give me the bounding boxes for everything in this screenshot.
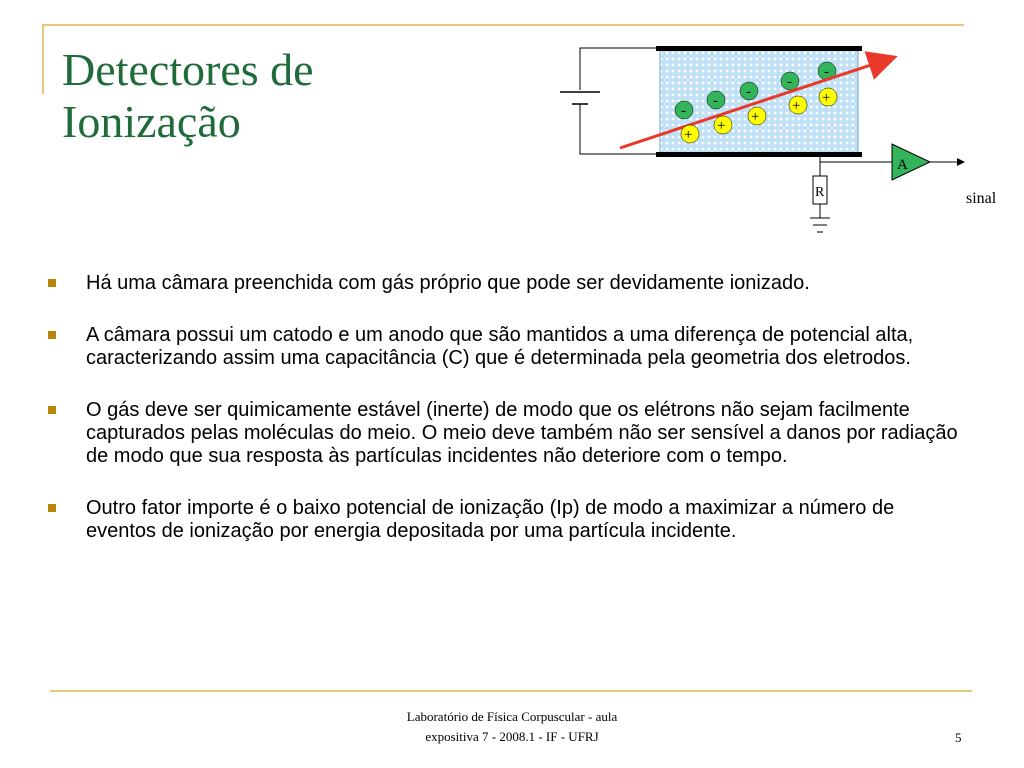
electron-charge	[740, 82, 758, 100]
ion-charge	[789, 96, 807, 114]
bullet-list	[48, 272, 968, 572]
cathode-plate	[656, 152, 862, 157]
anode-wire	[580, 48, 656, 90]
ionization-detector-diagram	[550, 38, 970, 248]
square-bullet-icon	[48, 406, 56, 414]
ion-charge	[748, 107, 766, 125]
svg-text:+: +	[717, 118, 726, 134]
svg-text:+: +	[684, 127, 693, 143]
top-rule	[42, 24, 964, 26]
square-bullet-icon	[48, 331, 56, 339]
bullet-text: Outro fator importe é o baixo potencial de ionização (Ip) de modo a maximizar a número de eventos de ionização por energia depositada por uma partícula incidente.	[86, 497, 895, 542]
svg-text:-: -	[746, 84, 751, 100]
title-line-1: Detectores de	[62, 44, 314, 95]
electron-charge	[675, 101, 693, 119]
svg-text:-: -	[713, 93, 718, 109]
svg-text:+: +	[792, 98, 801, 114]
ion-charge	[714, 116, 732, 134]
electron-charge	[781, 72, 799, 90]
cathode-wire	[580, 104, 656, 154]
resistor-label: R	[815, 185, 825, 200]
svg-text:-: -	[824, 64, 829, 80]
svg-text:-: -	[681, 103, 686, 119]
ion-charge	[681, 125, 699, 143]
ground-icon	[810, 218, 830, 232]
bullet-text: O gás deve ser quimicamente estável (inerte) de modo que os elétrons não sejam facilmente capturados pelas moléculas do meio. O meio deve também não ser sensível a danos por radiação de modo que sua resposta às partículas incidentes não deteriore com o tempo.	[86, 399, 958, 467]
footer-line-2: expositiva 7 - 2008.1 - IF - UFRJ	[425, 729, 599, 744]
bullet-text: A câmara possui um catodo e um anodo que são mantidos a uma diferença de potencial alta, caracterizando assim uma capacitância (C) que é determinada pela geometria dos eletrodos.	[86, 324, 914, 369]
amplifier-label: A	[897, 157, 908, 173]
bullet-item	[48, 324, 968, 370]
square-bullet-icon	[48, 279, 56, 287]
bullet-text: Há uma câmara preenchida com gás próprio que pode ser devidamente ionizado.	[86, 272, 810, 294]
bullet-item	[48, 497, 968, 543]
footer-rule	[50, 690, 972, 692]
slide-title	[62, 44, 314, 148]
title-line-2: Ionização	[62, 96, 241, 147]
ion-charge	[819, 88, 837, 106]
bullet-item	[48, 399, 968, 468]
svg-text:+: +	[751, 109, 760, 125]
signal-label: sinal	[966, 190, 997, 207]
electron-charge	[707, 91, 725, 109]
anode-plate	[656, 46, 862, 51]
square-bullet-icon	[48, 504, 56, 512]
bullet-item	[48, 272, 968, 295]
footer-text	[362, 707, 662, 747]
svg-text:+: +	[822, 90, 831, 106]
footer-line-1: Laboratório de Física Corpuscular - aula	[406, 709, 618, 724]
svg-text:-: -	[787, 74, 792, 90]
page-number: 5	[955, 730, 962, 745]
signal-wire	[820, 157, 892, 162]
left-rule	[42, 24, 44, 94]
